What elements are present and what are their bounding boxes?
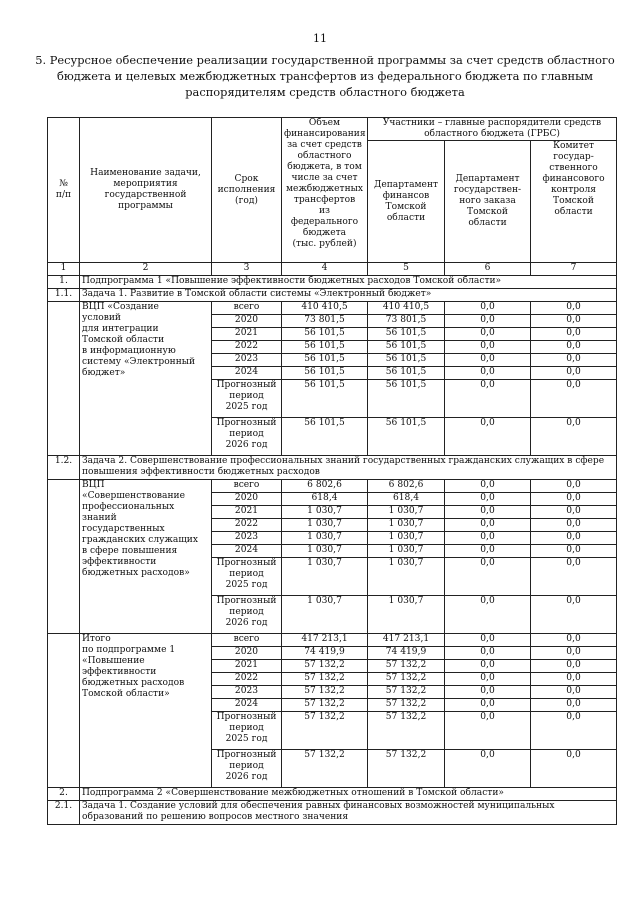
dept-order-cell: 0,0	[445, 532, 531, 545]
volume-cell: 1 030,7	[282, 519, 368, 532]
dept-order-cell: 0,0	[445, 315, 531, 328]
measure-name: ВЦП «Совершенствование профессиональных знаний государственных гражданских служащих в сфере повышения эффективности бюджетных расходов»	[80, 480, 212, 634]
volume-cell: 1 030,7	[282, 506, 368, 519]
subprogram-1-title: Подпрограмма 1 «Повышение эффективности бюджетных расходов Томской области»	[80, 276, 617, 289]
volume-cell: 417 213,1	[282, 634, 368, 647]
dept-finance-cell: 56 101,5	[368, 367, 445, 380]
dept-finance-cell: 1 030,7	[368, 506, 445, 519]
dept-order-cell: 0,0	[445, 699, 531, 712]
committee-cell: 0,0	[531, 532, 617, 545]
header-committee: Комитет государ- ственного финансового контроля Томской области	[531, 141, 617, 263]
resource-table	[47, 117, 617, 825]
dept-order-cell: 0,0	[445, 545, 531, 558]
dept-finance-cell: 56 101,5	[368, 328, 445, 341]
committee-cell: 0,0	[531, 418, 617, 456]
committee-cell: 0,0	[531, 480, 617, 493]
volume-cell: 57 132,2	[282, 712, 368, 750]
col-number: 3	[212, 263, 282, 276]
volume-cell: 57 132,2	[282, 699, 368, 712]
volume-cell: 74 419,9	[282, 647, 368, 660]
dept-order-cell: 0,0	[445, 354, 531, 367]
volume-cell: 57 132,2	[282, 673, 368, 686]
volume-cell: 56 101,5	[282, 341, 368, 354]
row-num: 1.2.	[48, 456, 80, 480]
committee-cell: 0,0	[531, 341, 617, 354]
col-number: 1	[48, 263, 80, 276]
col-number: 2	[80, 263, 212, 276]
dept-finance-cell: 1 030,7	[368, 519, 445, 532]
committee-cell: 0,0	[531, 328, 617, 341]
volume-cell: 1 030,7	[282, 558, 368, 596]
table-row	[48, 634, 617, 647]
year-cell: Прогнозный период 2025 год	[212, 712, 282, 750]
header-name: Наименование задачи, мероприятия государственной программы	[80, 118, 212, 263]
header-participants: Участники – главные распорядители средств областного бюджета (ГРБС)	[368, 118, 617, 141]
committee-cell: 0,0	[531, 660, 617, 673]
volume-cell: 56 101,5	[282, 328, 368, 341]
dept-finance-cell: 1 030,7	[368, 532, 445, 545]
volume-cell: 57 132,2	[282, 660, 368, 673]
year-cell: 2022	[212, 519, 282, 532]
dept-finance-cell: 410 410,5	[368, 302, 445, 315]
header-dept-order: Департамент государствен- ного заказа Томской области	[445, 141, 531, 263]
year-cell: 2020	[212, 493, 282, 506]
year-cell: всего	[212, 302, 282, 315]
volume-cell: 1 030,7	[282, 596, 368, 634]
committee-cell: 0,0	[531, 354, 617, 367]
dept-order-cell: 0,0	[445, 341, 531, 354]
dept-order-cell: 0,0	[445, 506, 531, 519]
dept-finance-cell: 1 030,7	[368, 596, 445, 634]
dept-finance-cell: 57 132,2	[368, 673, 445, 686]
committee-cell: 0,0	[531, 712, 617, 750]
task-2-1-title: Задача 1. Создание условий для обеспечения равных финансовых возможностей муниципальных образований по решению вопросов местного значения	[80, 801, 617, 825]
volume-cell: 56 101,5	[282, 354, 368, 367]
col-number: 4	[282, 263, 368, 276]
year-cell: 2022	[212, 673, 282, 686]
dept-finance-cell: 56 101,5	[368, 341, 445, 354]
col-number: 7	[531, 263, 617, 276]
dept-finance-cell: 417 213,1	[368, 634, 445, 647]
dept-finance-cell: 56 101,5	[368, 418, 445, 456]
year-cell: всего	[212, 480, 282, 493]
year-cell: Прогнозный период 2026 год	[212, 418, 282, 456]
dept-order-cell: 0,0	[445, 418, 531, 456]
dept-order-cell: 0,0	[445, 596, 531, 634]
col-number: 6	[445, 263, 531, 276]
committee-cell: 0,0	[531, 596, 617, 634]
committee-cell: 0,0	[531, 302, 617, 315]
dept-order-cell: 0,0	[445, 558, 531, 596]
dept-order-cell: 0,0	[445, 367, 531, 380]
task-1-2-title: Задача 2. Совершенствование профессиональных знаний государственных гражданских служащих в сфере повышения эффективности бюджетных расходов	[80, 456, 617, 480]
volume-cell: 56 101,5	[282, 418, 368, 456]
committee-cell: 0,0	[531, 493, 617, 506]
dept-finance-cell: 57 132,2	[368, 686, 445, 699]
dept-order-cell: 0,0	[445, 634, 531, 647]
dept-finance-cell: 57 132,2	[368, 712, 445, 750]
dept-order-cell: 0,0	[445, 380, 531, 418]
dept-order-cell: 0,0	[445, 328, 531, 341]
volume-cell: 56 101,5	[282, 380, 368, 418]
table-row	[48, 302, 617, 315]
header-term: Срок исполнения (год)	[212, 118, 282, 263]
dept-order-cell: 0,0	[445, 686, 531, 699]
dept-order-cell: 0,0	[445, 519, 531, 532]
committee-cell: 0,0	[531, 315, 617, 328]
year-cell: 2024	[212, 545, 282, 558]
year-cell: всего	[212, 634, 282, 647]
col-number: 5	[368, 263, 445, 276]
measure-name: ВЦП «Создание условий для интеграции Томской области в информационную систему «Электронный бюджет»	[80, 302, 212, 456]
dept-finance-cell: 74 419,9	[368, 647, 445, 660]
year-cell: Прогнозный период 2026 год	[212, 750, 282, 788]
dept-order-cell: 0,0	[445, 660, 531, 673]
dept-order-cell: 0,0	[445, 493, 531, 506]
volume-cell: 57 132,2	[282, 686, 368, 699]
year-cell: 2021	[212, 506, 282, 519]
committee-cell: 0,0	[531, 634, 617, 647]
dept-finance-cell: 1 030,7	[368, 545, 445, 558]
dept-finance-cell: 1 030,7	[368, 558, 445, 596]
year-cell: 2024	[212, 367, 282, 380]
dept-finance-cell: 56 101,5	[368, 354, 445, 367]
dept-order-cell: 0,0	[445, 712, 531, 750]
year-cell: Прогнозный период 2025 год	[212, 558, 282, 596]
committee-cell: 0,0	[531, 686, 617, 699]
volume-cell: 618,4	[282, 493, 368, 506]
volume-cell: 56 101,5	[282, 367, 368, 380]
dept-finance-cell: 56 101,5	[368, 380, 445, 418]
year-cell: 2023	[212, 354, 282, 367]
volume-cell: 410 410,5	[282, 302, 368, 315]
volume-cell: 73 801,5	[282, 315, 368, 328]
dept-order-cell: 0,0	[445, 647, 531, 660]
header-num: № п/п	[48, 118, 80, 263]
committee-cell: 0,0	[531, 647, 617, 660]
committee-cell: 0,0	[531, 519, 617, 532]
dept-finance-cell: 618,4	[368, 493, 445, 506]
year-cell: 2020	[212, 315, 282, 328]
dept-finance-cell: 6 802,6	[368, 480, 445, 493]
dept-finance-cell: 57 132,2	[368, 750, 445, 788]
year-cell: 2024	[212, 699, 282, 712]
dept-order-cell: 0,0	[445, 673, 531, 686]
empty-num-cell	[48, 302, 80, 456]
dept-finance-cell: 57 132,2	[368, 699, 445, 712]
year-cell: Прогнозный период 2025 год	[212, 380, 282, 418]
empty-num-cell	[48, 634, 80, 788]
dept-finance-cell: 57 132,2	[368, 660, 445, 673]
empty-num-cell	[48, 480, 80, 634]
year-cell: 2021	[212, 328, 282, 341]
volume-cell: 57 132,2	[282, 750, 368, 788]
year-cell: 2020	[212, 647, 282, 660]
volume-cell: 1 030,7	[282, 532, 368, 545]
measure-name: Итого по подпрограмме 1 «Повышение эффективности бюджетных расходов Томской области»	[80, 634, 212, 788]
dept-order-cell: 0,0	[445, 750, 531, 788]
task-1-1-title: Задача 1. Развитие в Томской области системы «Электронный бюджет»	[80, 289, 617, 302]
committee-cell: 0,0	[531, 506, 617, 519]
row-num: 1.1.	[48, 289, 80, 302]
year-cell: 2021	[212, 660, 282, 673]
year-cell: 2023	[212, 686, 282, 699]
committee-cell: 0,0	[531, 367, 617, 380]
volume-cell: 1 030,7	[282, 545, 368, 558]
table-row	[48, 480, 617, 493]
committee-cell: 0,0	[531, 673, 617, 686]
page-number: 11	[313, 32, 327, 45]
header-volume: Объем финансирования за счет средств областного бюджета, в том числе за счет межбюджетных трансфертов из федерального бюджета (тыс. рублей)	[282, 118, 368, 263]
row-num: 2.1.	[48, 801, 80, 825]
committee-cell: 0,0	[531, 545, 617, 558]
dept-order-cell: 0,0	[445, 480, 531, 493]
row-num: 1.	[48, 276, 80, 289]
subprogram-2-title: Подпрограмма 2 «Совершенствование межбюджетных отношений в Томской области»	[80, 788, 617, 801]
year-cell: Прогнозный период 2026 год	[212, 596, 282, 634]
committee-cell: 0,0	[531, 750, 617, 788]
volume-cell: 6 802,6	[282, 480, 368, 493]
year-cell: 2023	[212, 532, 282, 545]
dept-finance-cell: 73 801,5	[368, 315, 445, 328]
committee-cell: 0,0	[531, 380, 617, 418]
year-cell: 2022	[212, 341, 282, 354]
document-title: 5. Ресурсное обеспечение реализации государственной программы за счет средств областного бюджета и целевых межбюджетных трансфертов из федерального бюджета по главным распорядителям средств областного бюджета	[35, 53, 615, 99]
committee-cell: 0,0	[531, 558, 617, 596]
row-num: 2.	[48, 788, 80, 801]
dept-order-cell: 0,0	[445, 302, 531, 315]
header-dept-finance: Департамент финансов Томской области	[368, 141, 445, 263]
committee-cell: 0,0	[531, 699, 617, 712]
